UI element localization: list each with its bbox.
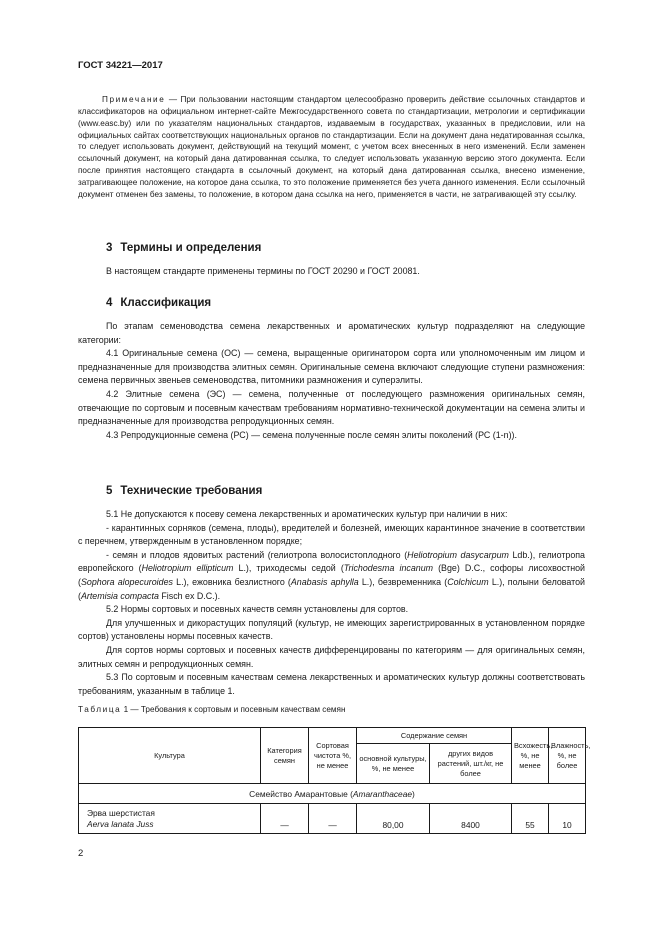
main-crop-cell: 80,00 — [357, 804, 430, 834]
header-seed-content: Содержание семян — [357, 728, 512, 744]
moisture-cell: 10 — [549, 804, 586, 834]
table-caption: Таблица 1 — Требования к сортовым и посевным качествам семян — [78, 705, 346, 714]
seed-requirements-table — [78, 727, 591, 834]
note-text: — При пользовании настоящим стандартом целесообразно проверить действие ссылочных стандартов и классификаторов на официальном интернет-сайте Межгосударственного совета по стандартизации, метрологии и сертификации (www.easc.by) или по указателям национальных стандартов, издаваемым в государствах, указанных в предисловии, или на официальных сайтах соответствующих национальных органов по стандартизации. Если на документ дана недатированная ссылка, то следует использовать документ, действующий на текущий момент, с учетом всех внесенных в него изменений. Если заменен ссылочный документ, на который дана датированная ссылка, то следует использовать указанную версию этого документа. Если после принятия настоящего стандарта в ссылочный документ, на который дана датированная ссылка, внесено изменение, затрагивающее положение, на которое дана ссылка, то это положение применяется без учета данного изменения. Если ссылочный документ отменен без замены, то положение, в котором дана ссылка на него, применяется в части, не затрагивающей эту ссылку. — [78, 95, 585, 199]
other-species-cell: 8400 — [430, 804, 512, 834]
header-main-crop: основной культуры, %, не менее — [357, 744, 430, 784]
section-3-body — [78, 265, 585, 279]
document-header: ГОСТ 34221—2017 — [78, 60, 163, 71]
paragraph: Для сортов нормы сортовых и посевных качеств дифференцированы по категориям — для оригинальных семян, элитных семян и репродукционных семян. — [78, 644, 585, 669]
section-5-heading: 5 Технические требования — [106, 485, 263, 497]
header-purity: Сортовая чистота %, не менее — [309, 728, 357, 784]
crop-cell: Эрва шерстистая Aerva lanata Juss — [79, 804, 261, 834]
section-3-heading: 3 Термины и определения — [106, 242, 262, 254]
section-4-body — [78, 320, 585, 442]
category-cell: — — [261, 804, 309, 834]
section-4-heading: 4 Классификация — [106, 297, 212, 309]
paragraph: 5.1 Не допускаются к посеву семена лекарственных и ароматических культур при наличии в них: — [106, 509, 508, 519]
paragraph: 4.2 Элитные семена (ЭС) — семена, полученные от последующего размножения оригинальных семян, отвечающие по сортовым и посевным качествам требованиям нормативно-технической документации на семена элиты и предназначенные для производства репродукционных семян. — [78, 388, 585, 427]
header-germination: Всхожесть, %, не менее — [512, 728, 549, 784]
paragraph: По этапам семеноводства семена лекарственных и ароматических культур подразделяют на следующие категории: — [78, 321, 585, 345]
section-5-body — [78, 508, 585, 698]
header-other-species: других видов растений, шт./кг, не более — [430, 744, 512, 784]
reference-note — [78, 94, 585, 201]
header-crop: Культура — [79, 728, 261, 784]
paragraph: 4.1 Оригинальные семена (ОС) — семена, выращенные оригинатором сорта или уполномоченным им лицом и предназначенные для производства элитных семян. Оригинальные семена включают следующие ступени размножения: семена первичных звеньев семеноводства, питомники размножения и суперэлиты. — [78, 348, 585, 386]
header-moisture: Влажность, %, не более — [549, 728, 586, 784]
paragraph: 5.2 Нормы сортовых и посевных качеств семян установлены для сортов. — [106, 604, 409, 615]
paragraph: Для улучшенных и дикорастущих популяций (культур, не имеющих зарегистрированных в установленном порядке сортов) установлены нормы посевных качеств. — [78, 617, 585, 642]
paragraph: - карантинных сорняков (семена, плоды), вредителей и болезней, имеющих карантинное значение в соответствии с перечнем, утвержденным в установленном порядке; — [78, 522, 585, 547]
purity-cell: — — [309, 804, 357, 834]
paragraph: 5.3 По сортовым и посевным качествам семена лекарственных и ароматических культур должны соответствовать требованиям, указанным в таблице 1. — [78, 672, 585, 696]
note-label: Примечание — [102, 95, 166, 104]
family-row: Семейство Амарантовые (Amaranthaceae) — [79, 784, 586, 804]
header-category: Категория семян — [261, 728, 309, 784]
germination-cell: 55 — [512, 804, 549, 834]
paragraph: 4.3 Репродукционные семена (РС) — семена полученные после семян элиты поколений (РС (1-n)). — [106, 429, 517, 440]
paragraph: - семян и плодов ядовитых растений (гелиотропа волосистоплодного (Heliotropium dasycarpum Ldb.), гелиотропа европейского (Heliotropium ellipticum L.), триходесмы седой (Trichodesma incanum (Bge) D.C., софоры лисохвостной (Sophora alopecuroides L.), ежовника безлистного (Anabasis aphylla L.), безвременника (Colchicum L.), полыни беловатой (Artemisia compacta Fisch ex D.C.). — [78, 549, 585, 601]
table-row — [79, 804, 586, 834]
paragraph: В настоящем стандарте применены термины по ГОСТ 20290 и ГОСТ 20081. — [106, 266, 420, 276]
page-number: 2 — [78, 848, 84, 859]
